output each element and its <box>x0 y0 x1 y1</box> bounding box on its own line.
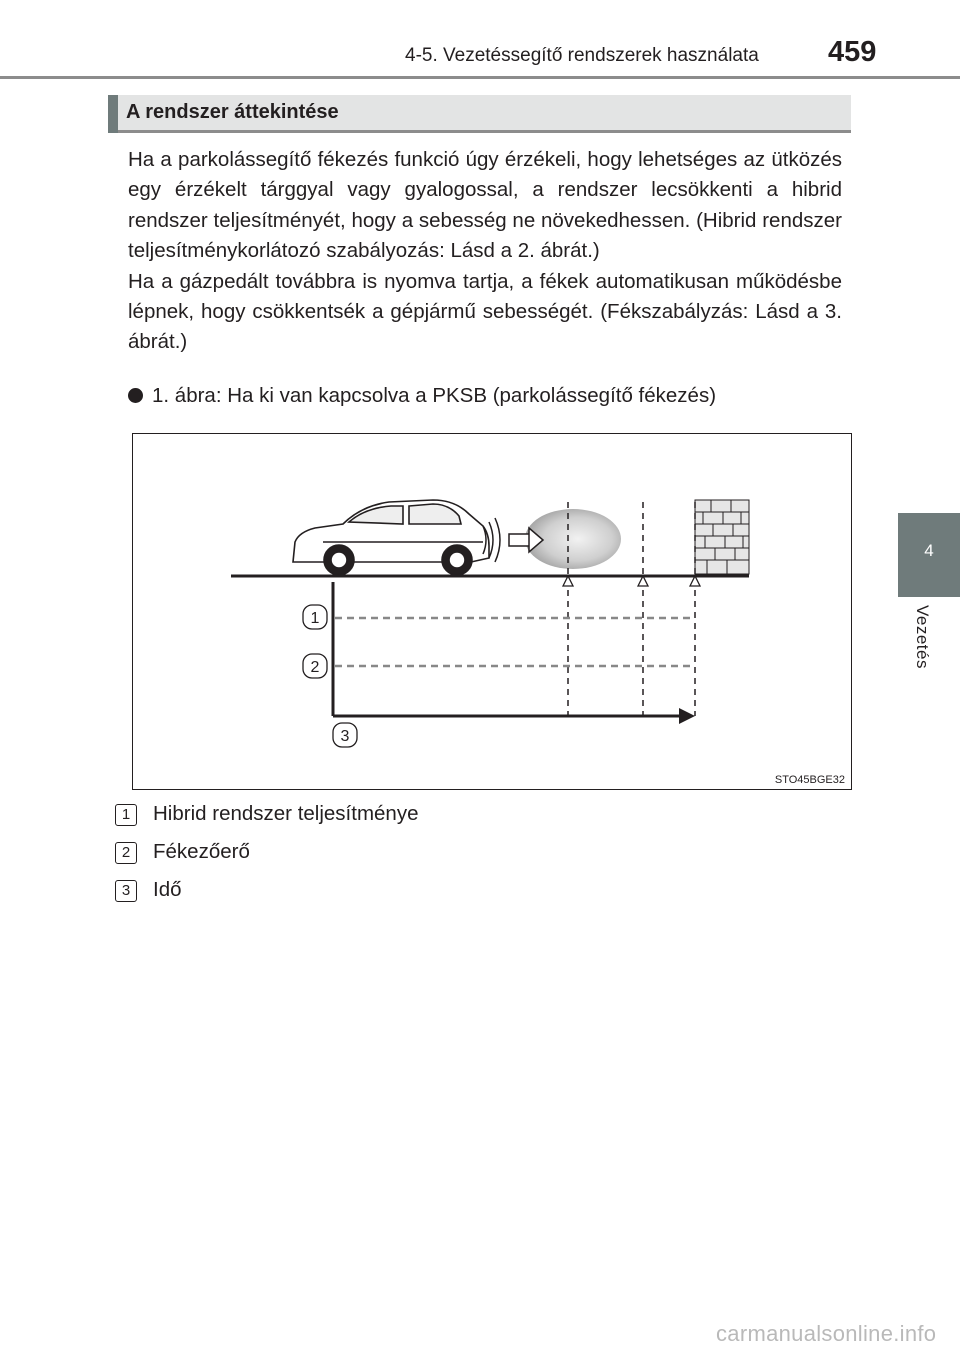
callout-2 <box>303 654 327 678</box>
body-text <box>128 145 842 358</box>
paragraph-2: Ha a gázpedált továbbra is nyomva tartja, a fékek automatikusan működésbe lépnek, hogy csökkentsék a gépjármű sebességét. (Fékszabályzás: Lásd a 3. ábrát.) <box>128 269 842 354</box>
legend-number: 3 <box>115 880 137 902</box>
bullet-text: 1. ábra: Ha ki van kapcsolva a PKSB (parkolássegítő fékezés) <box>152 384 717 407</box>
header-section-title: 4-5. Vezetéssegítő rendszerek használata <box>405 45 759 66</box>
chapter-tab <box>898 513 960 597</box>
section-heading-accent <box>108 95 118 133</box>
legend-number: 2 <box>115 842 137 864</box>
callout-3 <box>333 723 357 747</box>
watermark: carmanualsonline.info <box>716 1321 937 1346</box>
legend-number: 1 <box>115 804 137 826</box>
callout-1 <box>303 605 327 629</box>
legend-text: Hibrid rendszer teljesítménye <box>153 802 419 825</box>
x-axis-arrowhead <box>679 708 695 724</box>
chapter-label: Vezetés <box>913 605 932 669</box>
legend-text: Fékezőerő <box>153 840 250 863</box>
paragraph-1: Ha a parkolássegítő fékezés funkció úgy érzékeli, hogy lehetséges az ütközés egy érzékelt tárggyal vagy gyalogossal, a rendszer lecsökkenti a hibrid rendszer teljesítményét, hogy a sebesség ne növekedhessen. (Hibrid rendszer teljesítménykorlátozó szabályozás: Lásd a 2. ábrát.) <box>128 148 842 263</box>
brick-wall-icon <box>695 500 749 574</box>
section-heading-bar <box>108 95 851 133</box>
bullet-dot-icon <box>128 388 143 403</box>
callout-3-label: 3 <box>340 728 350 745</box>
header-divider <box>0 76 960 79</box>
callout-2-label: 2 <box>310 659 320 676</box>
callout-1-label: 1 <box>310 610 320 627</box>
diagram-figure <box>132 433 852 790</box>
page-number: 459 <box>828 36 877 68</box>
section-title: A rendszer áttekintése <box>126 101 339 123</box>
diagram-svg <box>133 434 853 791</box>
level-lines <box>335 618 695 666</box>
bullet-item <box>128 384 716 408</box>
figure-code: STO45BGE32 <box>774 774 845 786</box>
car-icon <box>293 500 489 575</box>
legend-text: Idő <box>153 878 182 901</box>
chapter-number: 4 <box>924 541 934 560</box>
